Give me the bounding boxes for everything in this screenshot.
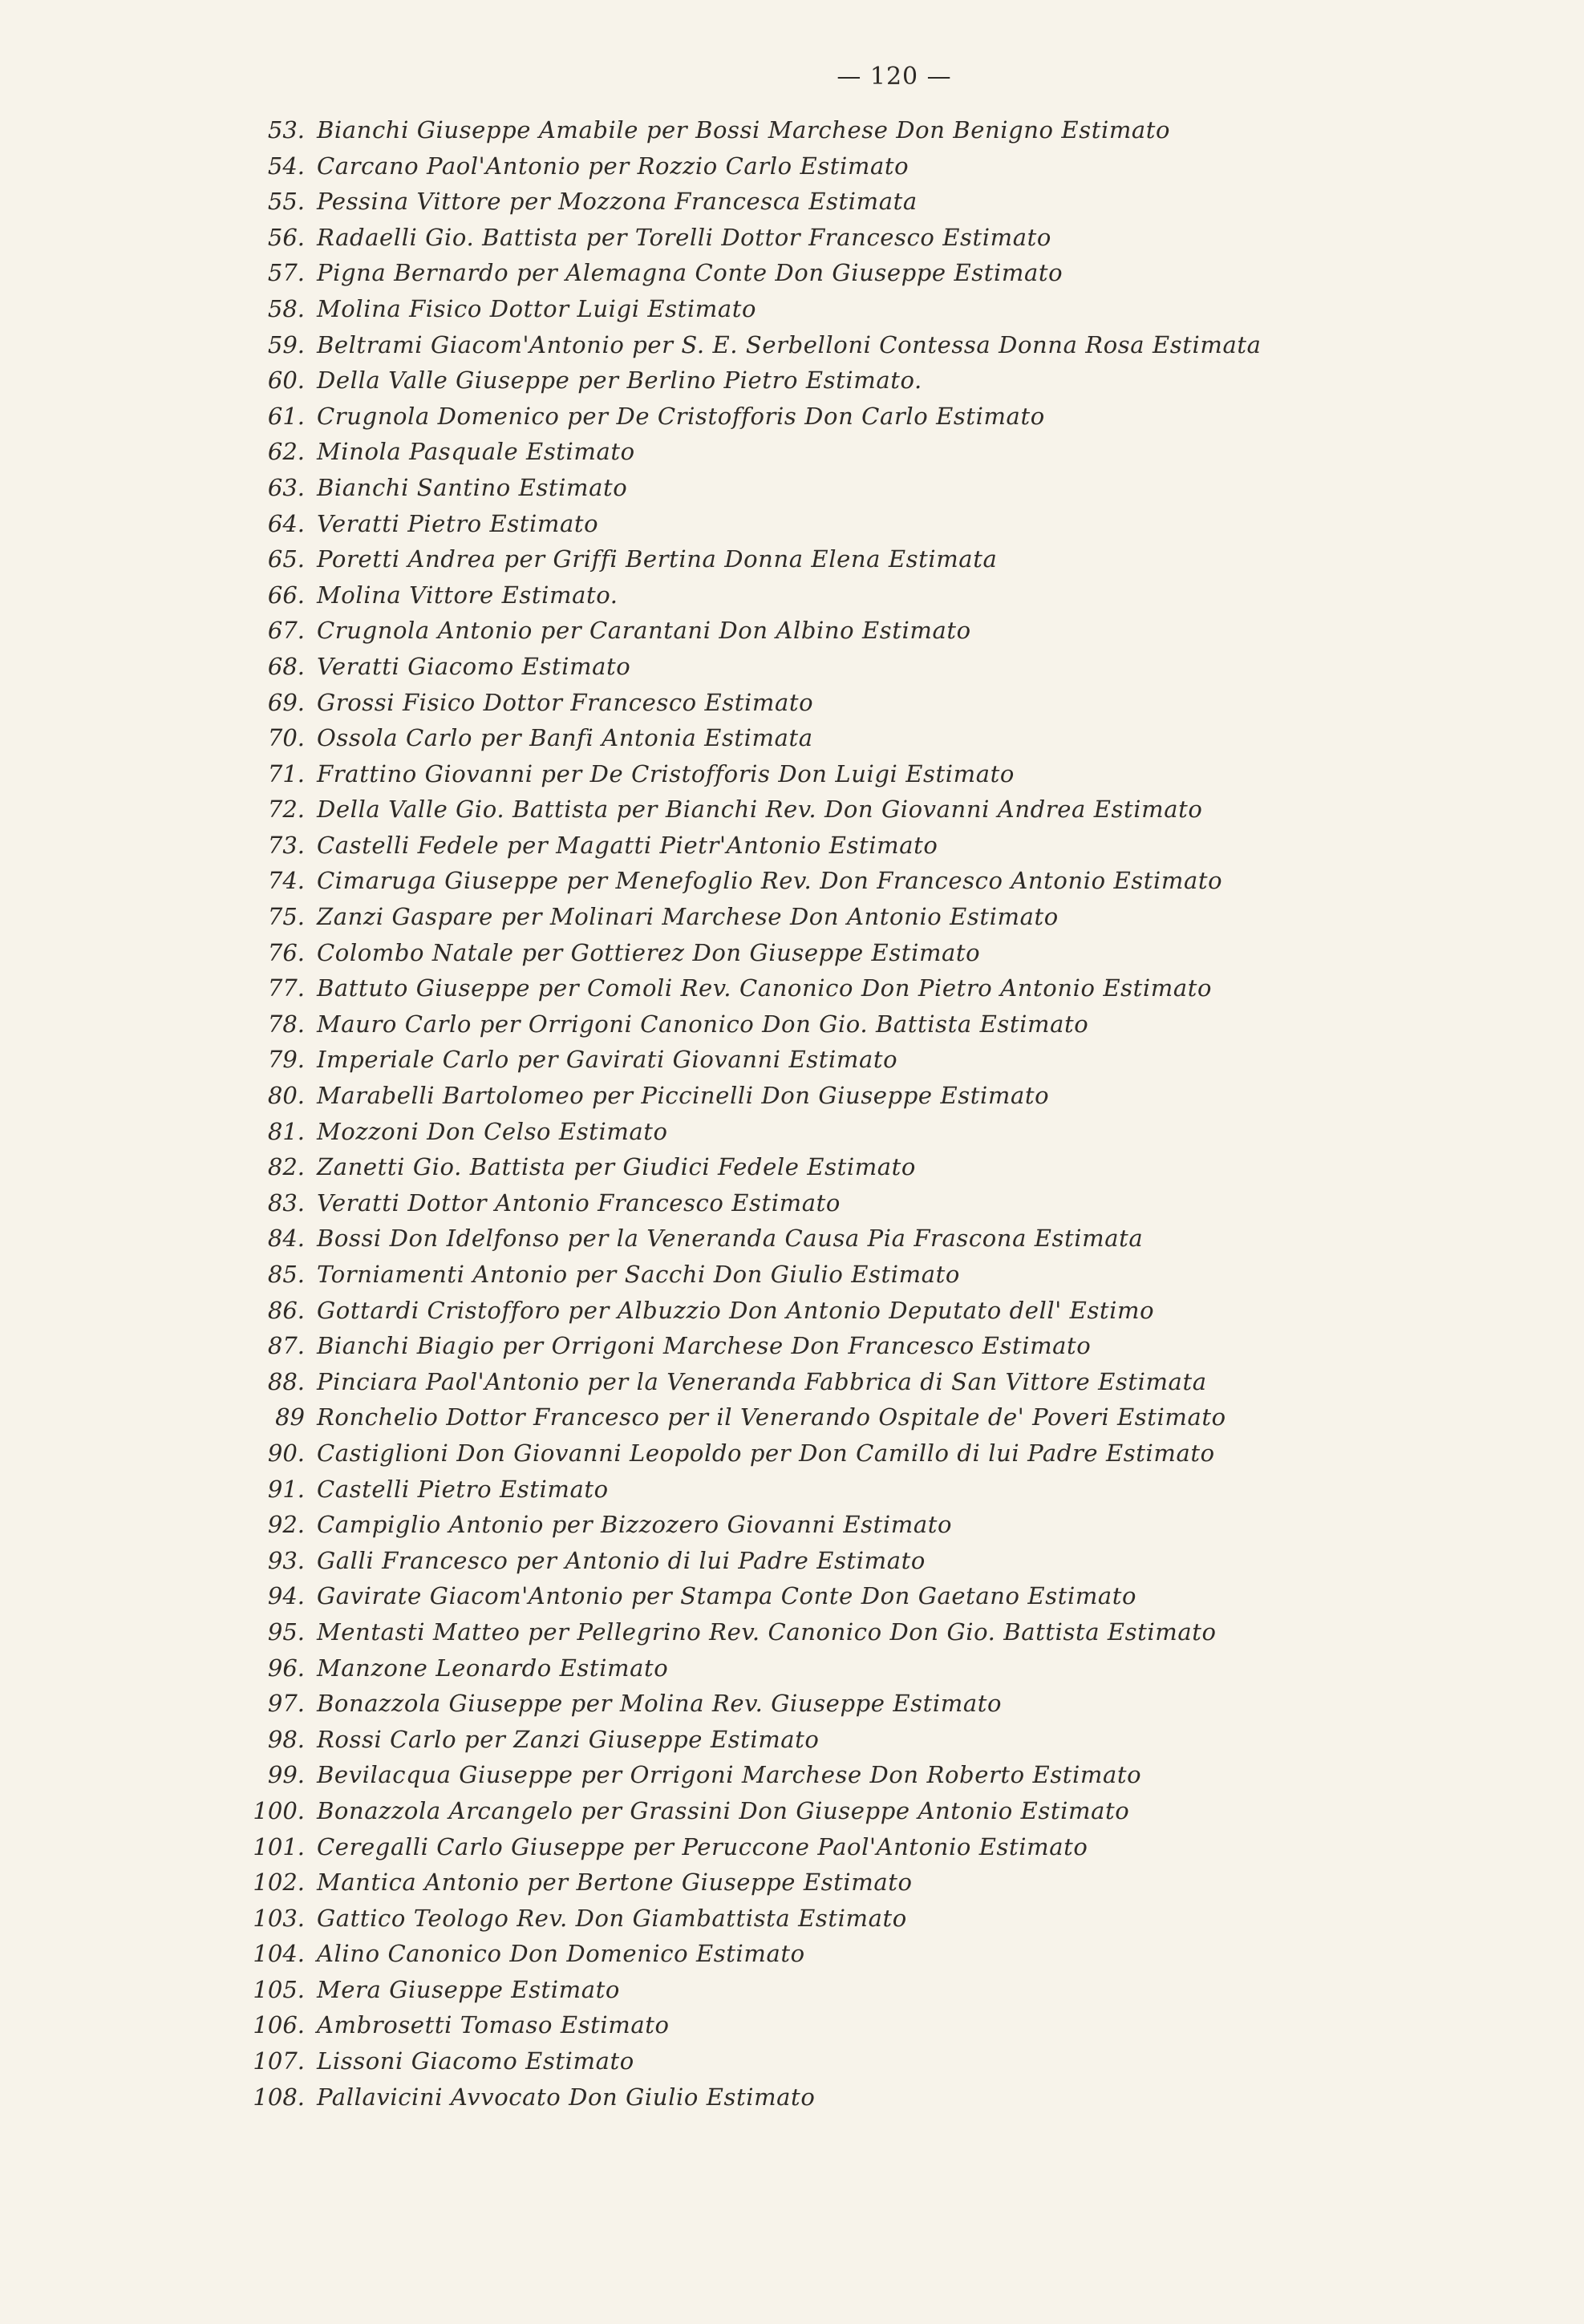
entry-text: Pigna Bernardo per Alemagna Conte Don Giuseppe Estimato xyxy=(317,259,1063,287)
list-item xyxy=(0,1435,1584,1472)
entry-number: 87. xyxy=(267,1332,305,1360)
entry-text: Molina Vittore Estimato. xyxy=(317,581,618,609)
entry-text: Bianchi Giuseppe Amabile per Bossi Marchese Don Benigno Estimato xyxy=(317,116,1171,144)
list-item xyxy=(0,184,1584,220)
list-item xyxy=(0,1006,1584,1043)
list-item xyxy=(0,506,1584,542)
list-item xyxy=(0,1543,1584,1579)
entry-number: 54. xyxy=(267,152,305,180)
list-item xyxy=(0,970,1584,1006)
entry-number: 84. xyxy=(267,1225,305,1253)
entry-text: Mentasti Matteo per Pellegrino Rev. Canonico Don Gio. Battista Estimato xyxy=(317,1617,1217,1646)
list-item xyxy=(0,828,1584,864)
entry-number: 70. xyxy=(267,724,305,752)
entry-number: 95. xyxy=(267,1617,305,1646)
list-item xyxy=(0,1078,1584,1114)
entry-number: 81. xyxy=(267,1117,305,1145)
entry-text: Bossi Don Idelfonso per la Veneranda Causa Pia Frascona Estimata xyxy=(317,1225,1144,1253)
list-item xyxy=(0,577,1584,613)
entry-text: Zanzi Gaspare per Molinari Marchese Don Antonio Estimato xyxy=(317,903,1059,931)
list-item xyxy=(0,613,1584,649)
entry-number: 77. xyxy=(267,974,305,1002)
entry-text: Crugnola Antonio per Carantani Don Albino Estimato xyxy=(317,617,971,645)
entry-text: Pessina Vittore per Mozzona Francesca Estimata xyxy=(317,188,918,216)
entry-number: 55. xyxy=(267,188,305,216)
list-item xyxy=(0,255,1584,291)
list-item xyxy=(0,1185,1584,1221)
entry-text: Ronchelio Dottor Francesco per il Venerando Ospitale de' Poveri Estimato xyxy=(317,1403,1226,1431)
entry-number: 88. xyxy=(267,1367,305,1395)
entry-text: Campiglio Antonio per Bizzozero Giovanni Estimato xyxy=(317,1511,953,1539)
list-item xyxy=(0,1686,1584,1722)
entry-number: 60. xyxy=(267,366,305,395)
entry-number: 53. xyxy=(267,116,305,144)
entry-text: Colombo Natale per Gottierez Don Giuseppe Estimato xyxy=(317,938,981,966)
entry-text: Frattino Giovanni per De Cristofforis Don Luigi Estimato xyxy=(317,759,1015,787)
entry-number: 105. xyxy=(253,1975,305,2003)
list-item xyxy=(0,1293,1584,1329)
list-item xyxy=(0,1221,1584,1257)
entry-number: 99. xyxy=(267,1761,305,1789)
entry-number: 104. xyxy=(253,1940,305,1968)
entry-number: 83. xyxy=(267,1188,305,1217)
list-item xyxy=(0,291,1584,327)
entry-text: Bonazzola Arcangelo per Grassini Don Giuseppe Antonio Estimato xyxy=(317,1796,1130,1824)
entry-text: Bianchi Santino Estimato xyxy=(317,473,628,501)
entry-text: Carcano Paol'Antonio per Rozzio Carlo Estimato xyxy=(317,152,909,180)
list-item xyxy=(0,148,1584,184)
list-item xyxy=(0,399,1584,435)
entry-text: Molina Fisico Dottor Luigi Estimato xyxy=(317,294,757,322)
entry-number: 73. xyxy=(267,831,305,859)
entry-number: 71. xyxy=(267,759,305,787)
list-item xyxy=(0,1936,1584,1972)
entry-text: Beltrami Giacom'Antonio per S. E. Serbelloni Contessa Donna Rosa Estimata xyxy=(317,330,1262,358)
list-item xyxy=(0,1472,1584,1508)
entry-text: Della Valle Giuseppe per Berlino Pietro Estimato. xyxy=(317,366,922,395)
list-item xyxy=(0,1578,1584,1614)
entry-text: Marabelli Bartolomeo per Piccinelli Don Giuseppe Estimato xyxy=(317,1082,1050,1110)
list-item xyxy=(0,1972,1584,2008)
entry-number: 91. xyxy=(267,1475,305,1503)
list-item xyxy=(0,1399,1584,1435)
entry-text: Castelli Pietro Estimato xyxy=(317,1475,609,1503)
entry-number: 74. xyxy=(267,867,305,895)
entry-text: Crugnola Domenico per De Cristofforis Don Carlo Estimato xyxy=(317,402,1045,430)
entry-text: Veratti Pietro Estimato xyxy=(317,509,599,537)
list-item xyxy=(0,1829,1584,1865)
list-item xyxy=(0,792,1584,828)
entry-number: 59. xyxy=(267,330,305,358)
list-item xyxy=(0,327,1584,363)
entry-text: Pinciara Paol'Antonio per la Veneranda Fabbrica di San Vittore Estimata xyxy=(317,1367,1207,1395)
entry-text: Mozzoni Don Celso Estimato xyxy=(317,1117,668,1145)
entry-text: Castiglioni Don Giovanni Leopoldo per Don Camillo di lui Padre Estimato xyxy=(317,1439,1215,1467)
entry-text: Imperiale Carlo per Gavirati Giovanni Estimato xyxy=(317,1046,898,1074)
list-item xyxy=(0,1757,1584,1793)
list-item xyxy=(0,541,1584,577)
entry-text: Radaelli Gio. Battista per Torelli Dottor Francesco Estimato xyxy=(317,223,1051,251)
entry-text: Zanetti Gio. Battista per Giudici Fedele Estimato xyxy=(317,1153,916,1181)
entry-number: 94. xyxy=(267,1582,305,1610)
entry-number: 101. xyxy=(253,1832,305,1860)
entry-text: Veratti Giacomo Estimato xyxy=(317,652,631,680)
entry-text: Mera Giuseppe Estimato xyxy=(317,1975,620,2003)
list-item xyxy=(0,1149,1584,1185)
list-item xyxy=(0,649,1584,685)
entry-text: Gottardi Cristofforo per Albuzzio Don Antonio Deputato dell' Estimo xyxy=(317,1296,1155,1324)
list-item xyxy=(0,2043,1584,2079)
entry-number: 108. xyxy=(253,2083,305,2111)
entry-text: Grossi Fisico Dottor Francesco Estimato xyxy=(317,688,814,716)
entry-number: 93. xyxy=(267,1546,305,1574)
list-item xyxy=(0,1042,1584,1078)
entry-number: 106. xyxy=(253,2011,305,2039)
entry-number: 75. xyxy=(267,903,305,931)
entry-text: Cimaruga Giuseppe per Menefoglio Rev. Don Francesco Antonio Estimato xyxy=(317,867,1223,895)
entry-text: Lissoni Giacomo Estimato xyxy=(317,2047,634,2075)
entry-number: 90. xyxy=(267,1439,305,1467)
list-item xyxy=(0,1864,1584,1901)
entry-text: Pallavicini Avvocato Don Giulio Estimato xyxy=(317,2083,816,2111)
entry-number: 69. xyxy=(267,688,305,716)
list-item xyxy=(0,220,1584,256)
list-item xyxy=(0,899,1584,935)
entry-text: Minola Pasquale Estimato xyxy=(317,438,635,466)
entry-number: 62. xyxy=(267,438,305,466)
entry-number: 72. xyxy=(267,796,305,824)
entry-number: 86. xyxy=(267,1296,305,1324)
list-item xyxy=(0,1114,1584,1150)
entry-text: Mantica Antonio per Bertone Giuseppe Estimato xyxy=(317,1869,913,1897)
entry-text: Ceregalli Carlo Giuseppe per Peruccone Paol'Antonio Estimato xyxy=(317,1832,1088,1860)
entry-number: 82. xyxy=(267,1153,305,1181)
entry-text: Bonazzola Giuseppe per Molina Rev. Giuseppe Estimato xyxy=(317,1690,1003,1718)
entry-number: 57. xyxy=(267,259,305,287)
entry-number: 58. xyxy=(267,294,305,322)
list-item xyxy=(0,2079,1584,2115)
entry-number: 65. xyxy=(267,545,305,573)
list-item xyxy=(0,863,1584,899)
entry-number: 98. xyxy=(267,1725,305,1753)
entry-number: 79. xyxy=(267,1046,305,1074)
entry-text: Poretti Andrea per Griffi Bertina Donna Elena Estimata xyxy=(317,545,998,573)
entry-text: Manzone Leonardo Estimato xyxy=(317,1654,669,1682)
entry-number: 66. xyxy=(267,581,305,609)
list-item xyxy=(0,470,1584,506)
entry-number: 76. xyxy=(267,938,305,966)
list-item xyxy=(0,756,1584,792)
list-item xyxy=(0,1364,1584,1400)
list-item xyxy=(0,112,1584,148)
entry-text: Bianchi Biagio per Orrigoni Marchese Don Francesco Estimato xyxy=(317,1332,1092,1360)
entry-number: 102. xyxy=(253,1869,305,1897)
list-item xyxy=(0,1614,1584,1650)
entry-text: Rossi Carlo per Zanzi Giuseppe Estimato xyxy=(317,1725,820,1753)
entry-number: 80. xyxy=(267,1082,305,1110)
entry-number: 68. xyxy=(267,652,305,680)
list-item xyxy=(0,1650,1584,1686)
list-item xyxy=(0,935,1584,971)
entry-number: 92. xyxy=(267,1511,305,1539)
entry-number: 56. xyxy=(267,223,305,251)
list-item xyxy=(0,362,1584,399)
entry-text: Bevilacqua Giuseppe per Orrigoni Marchese Don Roberto Estimato xyxy=(317,1761,1142,1789)
list-item xyxy=(0,1793,1584,1829)
entry-text: Galli Francesco per Antonio di lui Padre Estimato xyxy=(317,1546,926,1574)
entry-number: 78. xyxy=(267,1010,305,1038)
entry-number: 63. xyxy=(267,473,305,501)
entry-number: 100. xyxy=(253,1796,305,1824)
entry-number: 97. xyxy=(267,1690,305,1718)
list-item xyxy=(0,1901,1584,1937)
entry-text: Veratti Dottor Antonio Francesco Estimato xyxy=(317,1188,841,1217)
entry-text: Mauro Carlo per Orrigoni Canonico Don Gio. Battista Estimato xyxy=(317,1010,1089,1038)
list-item xyxy=(0,1328,1584,1364)
entry-text: Gattico Teologo Rev. Don Giambattista Estimato xyxy=(317,1904,907,1932)
list-item xyxy=(0,2007,1584,2043)
list-item xyxy=(0,685,1584,721)
entry-text: Castelli Fedele per Magatti Pietr'Antonio Estimato xyxy=(317,831,938,859)
entry-text: Gavirate Giacom'Antonio per Stampa Conte Don Gaetano Estimato xyxy=(317,1582,1137,1610)
entry-number: 67. xyxy=(267,617,305,645)
entry-number: 103. xyxy=(253,1904,305,1932)
entry-text: Battuto Giuseppe per Comoli Rev. Canonico Don Pietro Antonio Estimato xyxy=(317,974,1213,1002)
entry-number: 107. xyxy=(253,2047,305,2075)
list-item xyxy=(0,1722,1584,1758)
entry-number: 85. xyxy=(267,1261,305,1288)
page-number: — 120 — xyxy=(837,63,952,91)
entry-text: Torniamenti Antonio per Sacchi Don Giulio Estimato xyxy=(317,1261,960,1288)
list-item xyxy=(0,1507,1584,1543)
list-item xyxy=(0,720,1584,756)
entry-text: Della Valle Gio. Battista per Bianchi Rev. Don Giovanni Andrea Estimato xyxy=(317,796,1203,824)
entry-list xyxy=(0,112,1584,2115)
list-item xyxy=(0,434,1584,470)
entry-number: 61. xyxy=(267,402,305,430)
entry-number: 89 xyxy=(275,1403,305,1431)
list-item xyxy=(0,1257,1584,1293)
entry-text: Ambrosetti Tomaso Estimato xyxy=(317,2011,670,2039)
entry-number: 64. xyxy=(267,509,305,537)
entry-text: Ossola Carlo per Banfi Antonia Estimata xyxy=(317,724,813,752)
entry-number: 96. xyxy=(267,1654,305,1682)
entry-text: Alino Canonico Don Domenico Estimato xyxy=(317,1940,805,1968)
